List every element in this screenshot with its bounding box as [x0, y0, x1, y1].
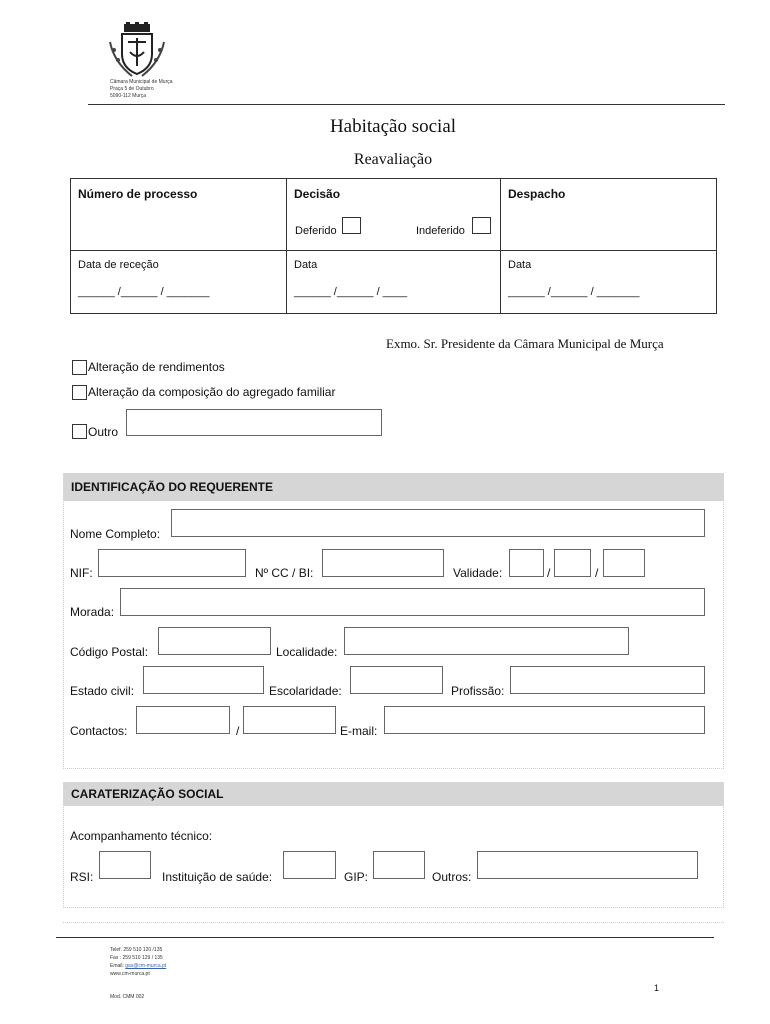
- data-rececao-blank[interactable]: ______ /______ / _______: [78, 286, 210, 298]
- address-line-2: 5090-112 Murça: [110, 93, 147, 99]
- header-decisao: Decisão: [294, 187, 341, 201]
- instituicao-label: Instituição de saúde:: [162, 870, 273, 884]
- codigo-postal-input[interactable]: [158, 627, 271, 655]
- data-despacho-label: Data: [508, 259, 532, 271]
- validade-month-input[interactable]: [554, 549, 591, 577]
- contacto-1-input[interactable]: [136, 706, 230, 734]
- municipal-logo: [106, 22, 168, 78]
- data-rececao-label: Data de receção: [78, 259, 159, 271]
- validade-slash-1: /: [547, 566, 551, 580]
- estado-civil-label: Estado civil:: [70, 684, 135, 698]
- footer-email: [110, 963, 166, 970]
- validade-day-input[interactable]: [509, 549, 544, 577]
- indeferido-checkbox[interactable]: [472, 217, 491, 234]
- social-title: CARATERIZAÇÃO SOCIAL: [71, 787, 224, 801]
- option-outro-input[interactable]: [126, 409, 382, 436]
- header-divider: [88, 104, 725, 105]
- footer-web[interactable]: www.cm-murca.pt: [110, 971, 150, 977]
- footer-email-label: Email:: [110, 963, 126, 969]
- page-subtitle: Reavaliação: [353, 151, 433, 168]
- data-despacho-blank[interactable]: ______ /______ / _______: [508, 286, 640, 298]
- section-bottom-dotted: [63, 922, 724, 923]
- social-header: [63, 782, 724, 806]
- contactos-slash: /: [236, 724, 240, 738]
- contacto-2-input[interactable]: [243, 706, 336, 734]
- header-numero-processo: Número de processo: [78, 187, 198, 201]
- outros-label: Outros:: [432, 870, 472, 884]
- deferido-checkbox[interactable]: [342, 217, 361, 234]
- page-number: 1: [654, 983, 660, 993]
- option-agregado-label: Alteração da composição do agregado familiar: [88, 385, 336, 399]
- table-divider: [71, 250, 716, 251]
- footer-tel: Telef. 259 510 120 /135: [110, 947, 163, 953]
- process-table: [70, 178, 717, 314]
- gip-label: GIP:: [344, 870, 369, 884]
- profissao-label: Profissão:: [451, 684, 505, 698]
- localidade-label: Localidade:: [276, 645, 338, 659]
- contactos-label: Contactos:: [70, 724, 128, 738]
- nome-label: Nome Completo:: [70, 527, 161, 541]
- nome-input[interactable]: [171, 509, 705, 537]
- coat-of-arms-icon: [106, 22, 168, 78]
- option-rendimentos-label: Alteração de rendimentos: [88, 360, 225, 374]
- email-label: E-mail:: [340, 724, 378, 738]
- validade-slash-2: /: [595, 566, 599, 580]
- nif-input[interactable]: [98, 549, 246, 577]
- identificacao-header: [63, 473, 724, 501]
- data-decisao-blank[interactable]: ______ /______ / ____: [294, 286, 408, 298]
- email-input[interactable]: [384, 706, 705, 734]
- acompanhamento-label: Acompanhamento técnico:: [70, 829, 213, 843]
- profissao-input[interactable]: [510, 666, 705, 694]
- morada-label: Morada:: [70, 605, 115, 619]
- indeferido-label: Indeferido: [416, 225, 465, 237]
- escolaridade-label: Escolaridade:: [269, 684, 342, 698]
- footer-fax: Fax : 259 510 129 / 135: [110, 955, 163, 961]
- instituicao-input[interactable]: [283, 851, 336, 879]
- validade-label: Validade:: [453, 566, 503, 580]
- nif-label: NIF:: [70, 566, 93, 580]
- header-despacho: Despacho: [508, 187, 566, 201]
- org-name: Câmara Municipal de Murça: [110, 79, 173, 85]
- option-outro-label: Outro: [88, 425, 119, 439]
- identificacao-title: IDENTIFICAÇÃO DO REQUERENTE: [71, 480, 274, 494]
- data-decisao-label: Data: [294, 259, 318, 271]
- footer-model: Mod. CMM 002: [110, 994, 145, 1000]
- morada-input[interactable]: [120, 588, 705, 616]
- gip-input[interactable]: [373, 851, 425, 879]
- localidade-input[interactable]: [344, 627, 629, 655]
- option-agregado-checkbox[interactable]: [72, 385, 87, 400]
- deferido-label: Deferido: [295, 225, 337, 237]
- addressee: Exmo. Sr. Presidente da Câmara Municipal de Murça: [386, 336, 664, 351]
- page-title: Habitação social: [329, 116, 457, 137]
- validade-year-input[interactable]: [603, 549, 645, 577]
- cc-input[interactable]: [322, 549, 444, 577]
- address-line-1: Praça 5 de Outubro: [110, 86, 154, 92]
- rsi-input[interactable]: [99, 851, 151, 879]
- footer-email-link[interactable]: gas@cm-murca.pt: [125, 963, 167, 969]
- table-divider: [286, 179, 287, 313]
- option-rendimentos-checkbox[interactable]: [72, 360, 87, 375]
- codigo-postal-label: Código Postal:: [70, 645, 149, 659]
- option-outro-checkbox[interactable]: [72, 424, 87, 439]
- footer-divider: [56, 937, 714, 938]
- outros-input[interactable]: [477, 851, 698, 879]
- cc-label: Nº CC / BI:: [255, 566, 314, 580]
- rsi-label: RSI:: [70, 870, 94, 884]
- escolaridade-input[interactable]: [350, 666, 443, 694]
- estado-civil-input[interactable]: [143, 666, 264, 694]
- table-divider: [500, 179, 501, 313]
